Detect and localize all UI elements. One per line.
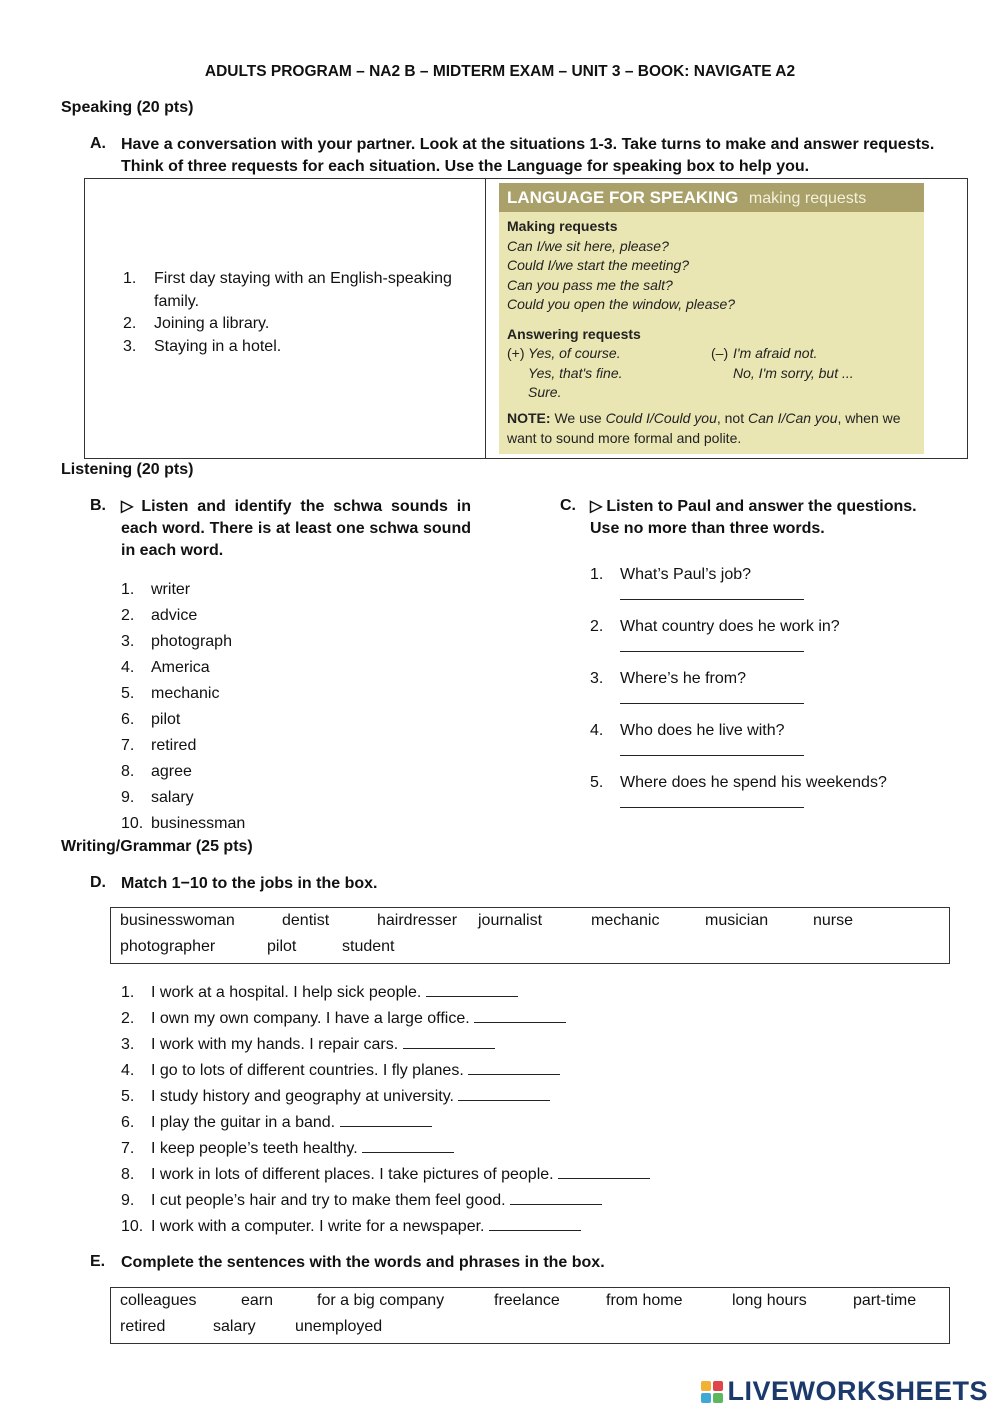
jobs-box [110,907,950,964]
language-box-header [499,183,924,212]
answer-blank[interactable] [489,1217,581,1231]
list-item [123,268,473,313]
language-box-body [499,212,924,452]
language-box-note [507,409,916,448]
task-c-line-1-text: Listen to Paul and answer the questions. [606,498,917,515]
question-item [590,720,980,772]
list-item [121,1214,921,1240]
list-number: 2. [121,1010,135,1027]
task-b-line-3: in each word. [121,542,224,559]
list-item [121,1032,921,1058]
question-text: Where does he spend his weekends? [620,774,887,791]
job-word: mechanic [591,912,660,929]
note-line-2: want to sound more formal and polite. [507,429,742,446]
phrase-word: for a big company [317,1292,445,1309]
list-number: 8. [121,763,135,780]
job-sentences-list [121,980,921,1240]
task-b-line-2: each word. There is at least one schwa sound [121,520,471,537]
question-item [590,772,980,824]
list-item [121,759,421,785]
job-word: student [342,938,395,955]
task-e-instructions: Complete the sentences with the words and phrases in the box. [121,1254,605,1271]
answer-blank[interactable] [468,1061,560,1075]
list-text: Staying in a hotel. [154,337,282,355]
list-number: 9. [121,1192,135,1209]
phrase-word: retired [120,1318,166,1335]
note-text: Could I/Could you [605,410,717,426]
question-number: 5. [590,774,604,791]
list-number: 1. [123,270,137,287]
list-number: 7. [121,737,135,754]
answer-blank[interactable] [362,1139,454,1153]
list-number: 3. [123,337,137,355]
list-text: retired [151,737,197,754]
speaking-table [84,178,968,459]
task-d-letter: D. [90,874,106,891]
list-text: writer [151,581,191,598]
example-request: Could you open the window, please? [507,296,736,312]
question-text: Who does he live with? [620,722,785,739]
phrases-box [110,1287,950,1344]
answering-requests-heading: Answering requests [507,325,641,342]
list-number: 2. [121,607,135,624]
answer-blank[interactable] [426,983,518,997]
question-number: 3. [590,670,604,687]
list-number: 3. [121,1036,135,1053]
sentence-text: I cut people’s hair and try to make them feel good. [151,1192,506,1209]
task-d-instructions: Match 1−10 to the jobs in the box. [121,875,378,892]
logo-square [701,1381,711,1391]
situations-list [123,268,473,358]
list-item [121,681,421,707]
play-audio-icon[interactable]: ▷ [121,498,134,515]
question-number: 1. [590,566,604,583]
list-number: 10. [121,1218,144,1235]
question-text: What country does he work in? [620,618,840,635]
list-item [121,1110,921,1136]
task-a-line-1: Have a conversation with your partner. Look at the situations 1-3. Take turns to make and answer requests. [121,136,935,153]
phrase-word: salary [213,1318,256,1335]
logo-square [713,1381,723,1391]
list-text: America [151,659,210,676]
listening-heading: Listening (20 pts) [61,461,194,478]
making-requests-heading: Making requests [507,218,618,234]
list-item [121,577,421,603]
list-item [121,980,921,1006]
note-text: , not [716,410,748,426]
task-b-line-1-text: Listen and identify the schwa sounds in [141,498,471,515]
question-text: What’s Paul’s job? [620,566,752,583]
note-label: NOTE: [507,410,551,426]
list-number: 5. [121,1088,135,1105]
job-word: businesswoman [120,912,235,929]
list-item [121,1006,921,1032]
list-number: 8. [121,1166,135,1183]
negative-answer: No, I'm sorry, but ... [733,364,854,381]
list-item [121,707,421,733]
list-number: 9. [121,789,135,806]
example-request: Can you pass me the salt? [507,276,673,293]
list-item [123,336,473,359]
sentence-text: I work with my hands. I repair cars. [151,1036,399,1053]
list-text: First day staying with an English-speaking family. [154,270,452,310]
answer-blank[interactable] [620,690,804,704]
list-item [121,785,421,811]
list-number: 7. [121,1140,135,1157]
question-item [590,616,980,668]
answer-blank[interactable] [403,1035,495,1049]
answer-blank[interactable] [620,638,804,652]
list-text: Joining a library. [154,315,270,332]
task-a-instructions [121,134,981,178]
task-b-letter: B. [90,497,106,514]
job-word: hairdresser [377,912,458,929]
list-item [121,603,421,629]
list-item [121,811,421,837]
sentence-text: I keep people’s teeth healthy. [151,1140,358,1157]
phrase-word: freelance [494,1292,560,1309]
question-text: Where’s he from? [620,670,746,687]
answer-blank[interactable] [340,1113,432,1127]
list-number: 6. [121,1114,135,1131]
answer-blank[interactable] [510,1191,602,1205]
negative-answer: I'm afraid not. [733,345,818,361]
table-divider [485,179,486,458]
note-text: We use [550,410,606,426]
page-title: ADULTS PROGRAM – NA2 B – MIDTERM EXAM – UNIT 3 – BOOK: NAVIGATE A2 [204,63,796,80]
schwa-word-list [121,577,421,837]
logo-square [713,1393,723,1403]
sentence-text: I own my own company. I have a large office. [151,1010,470,1027]
negative-sign: (–) [711,345,729,361]
list-item [121,655,421,681]
list-item [123,313,473,336]
job-word: pilot [267,938,297,955]
task-a-letter: A. [90,135,106,152]
list-item [121,629,421,655]
task-e-letter: E. [90,1253,106,1270]
question-number: 2. [590,618,604,635]
list-item [121,1136,921,1162]
answer-blank[interactable] [620,794,804,808]
list-number: 6. [121,711,135,728]
task-a-line-2: Think of three requests for each situation. Use the Language for speaking box to help you. [121,158,810,175]
task-b-line-1 [121,496,471,518]
list-text: mechanic [151,685,220,702]
job-word: dentist [282,912,330,929]
positive-answer: Sure. [528,384,562,400]
list-number: 1. [121,581,135,598]
list-item [121,1162,921,1188]
list-number: 10. [121,815,144,832]
sentence-text: I work in lots of different places. I take pictures of people. [151,1166,554,1183]
logo-square [701,1393,711,1403]
speaking-heading: Speaking (20 pts) [61,99,194,116]
task-c-line-2: Use no more than three words. [590,520,825,537]
list-number: 5. [121,685,135,702]
example-request: Could I/we start the meeting? [507,257,690,273]
list-number: 2. [123,315,137,332]
list-number: 3. [121,633,135,650]
sentence-text: I work with a computer. I write for a newspaper. [151,1218,485,1235]
question-number: 4. [590,722,604,739]
language-box-subtitle: making requests [748,190,867,207]
example-request: Can I/we sit here, please? [507,237,669,254]
job-word: journalist [478,912,543,929]
phrase-word: part-time [853,1292,917,1309]
liveworksheets-logo [701,1376,988,1407]
phrase-word: from home [606,1292,683,1309]
answer-blank[interactable] [474,1009,566,1023]
positive-answer: Yes, that's fine. [528,364,623,381]
phrase-word: colleagues [120,1292,197,1309]
list-item [121,733,421,759]
paul-questions [590,564,980,824]
list-item [121,1084,921,1110]
list-text: pilot [151,711,181,728]
note-text: , when we [837,410,901,426]
answer-blank[interactable] [620,742,804,756]
writing-heading: Writing/Grammar (25 pts) [61,838,253,855]
task-c-instructions [590,496,970,540]
job-word: musician [705,912,769,929]
play-audio-icon[interactable]: ▷ [590,498,603,515]
question-item [590,668,980,720]
phrase-word: unemployed [295,1318,383,1335]
sentence-text: I work at a hospital. I help sick people. [151,984,422,1001]
answer-blank[interactable] [558,1165,650,1179]
task-c-line-1 [590,496,970,518]
answer-blank[interactable] [620,586,804,600]
language-for-speaking-box [499,183,924,454]
note-text: Can I/Can you [748,410,838,426]
list-text: advice [151,607,198,624]
positive-sign: (+) [507,345,525,361]
sentence-text: I go to lots of different countries. I fly planes. [151,1062,464,1079]
question-item [590,564,980,616]
logo-text: LIVEWORKSHEETS [727,1376,988,1406]
list-item [121,1188,921,1214]
list-text: salary [151,789,194,806]
list-text: agree [151,763,192,780]
answer-blank[interactable] [458,1087,550,1101]
language-box-title: LANGUAGE FOR SPEAKING [507,188,739,207]
job-word: nurse [813,912,854,929]
list-number: 4. [121,1062,135,1079]
sentence-text: I play the guitar in a band. [151,1114,336,1131]
answers-grid [507,344,916,402]
list-number: 4. [121,659,135,676]
phrase-word: long hours [732,1292,807,1309]
job-word: photographer [120,938,216,955]
list-item [121,1058,921,1084]
list-text: businessman [151,815,246,832]
positive-answer: Yes, of course. [528,345,621,361]
liveworksheets-logo-icon [701,1381,723,1403]
task-b-instructions [121,496,471,562]
phrase-word: earn [241,1292,274,1309]
task-c-letter: C. [560,497,576,514]
list-number: 1. [121,984,135,1001]
sentence-text: I study history and geography at university. [151,1088,454,1105]
list-text: photograph [151,633,232,650]
